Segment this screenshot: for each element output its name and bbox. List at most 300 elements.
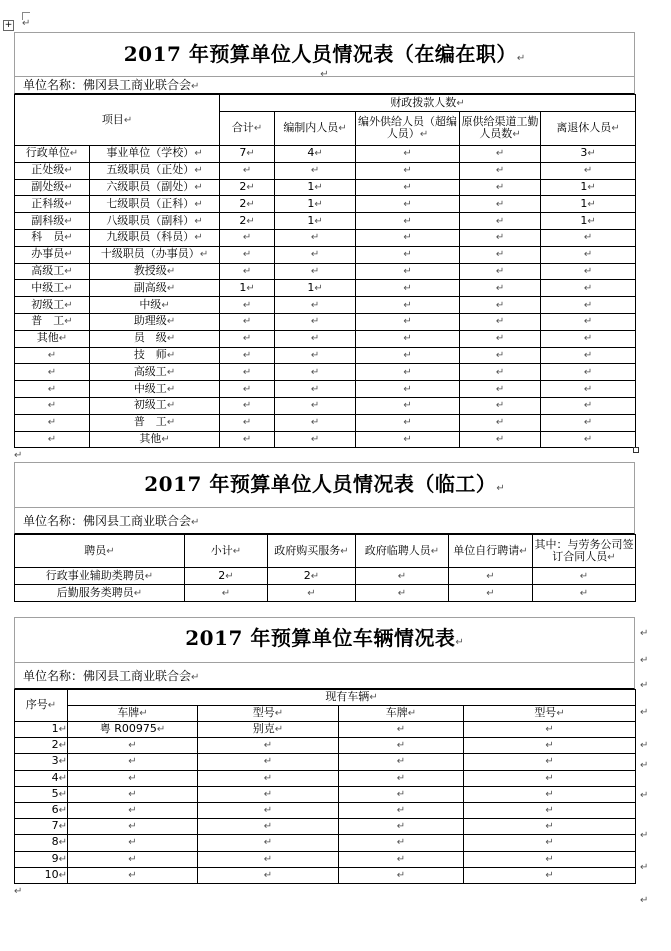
count-cell[interactable]: [356, 297, 460, 314]
paragraph-mark: ↵: [64, 265, 73, 277]
paragraph-mark: ↵: [263, 756, 273, 768]
count-cell[interactable]: [356, 585, 449, 602]
paragraph-mark: ↵: [310, 165, 320, 177]
table-move-handle-icon[interactable]: +: [4, 20, 13, 30]
count-cell[interactable]: [460, 229, 541, 246]
count-cell[interactable]: [275, 263, 356, 280]
count-cell[interactable]: [460, 263, 541, 280]
col-plate2-label: 车牌: [385, 706, 408, 719]
vehicle-cell[interactable]: [464, 819, 636, 835]
paragraph-mark: ↵: [403, 400, 412, 412]
paragraph-mark: ↵: [314, 282, 323, 294]
count-cell[interactable]: [541, 179, 636, 196]
paragraph-mark: ↵: [161, 433, 170, 445]
grade-cell[interactable]: [90, 229, 220, 246]
grade-cell[interactable]: [90, 246, 220, 263]
count-cell[interactable]: [275, 381, 356, 398]
count-cell[interactable]: [460, 280, 541, 297]
vehicle-cell[interactable]: [339, 835, 464, 851]
vehicle-cell[interactable]: [198, 851, 339, 867]
staff-unit-name: 单位名称：佛冈县工商业联合会: [23, 78, 192, 92]
vehicle-cell[interactable]: [464, 786, 636, 802]
count-cell[interactable]: [268, 568, 356, 585]
count-cell[interactable]: [185, 568, 268, 585]
grade-cell-value: 初级工: [133, 398, 167, 412]
paragraph-mark: ↵: [403, 181, 412, 193]
grade-cell[interactable]: [90, 297, 220, 314]
seq-header-label: 序号: [25, 698, 48, 711]
count-cell[interactable]: [275, 347, 356, 364]
paragraph-mark: ↵: [495, 265, 505, 277]
count-cell[interactable]: [460, 330, 541, 347]
count-cell-value: 1: [307, 213, 315, 227]
paragraph-mark: ↵: [64, 198, 73, 210]
count-cell-value: 1: [239, 280, 247, 294]
rank-cell[interactable]: [15, 431, 90, 448]
count-cell[interactable]: [356, 146, 460, 163]
paragraph-mark: ↵: [310, 433, 320, 445]
vehicle-cell[interactable]: [339, 722, 464, 738]
count-cell[interactable]: [541, 196, 636, 213]
count-cell[interactable]: [275, 179, 356, 196]
count-cell[interactable]: [185, 585, 268, 602]
hire-type-cell[interactable]: [15, 568, 185, 585]
count-cell[interactable]: [220, 263, 275, 280]
paragraph-mark: ↵: [403, 198, 412, 210]
col-hire-label: 聘员: [84, 543, 107, 557]
col-gov-buy-label: 政府购买服务: [274, 543, 341, 557]
rank-cell[interactable]: [15, 313, 90, 330]
col-self-hire-label: 单位自行聘请: [453, 543, 520, 557]
count-cell[interactable]: [275, 213, 356, 230]
count-cell[interactable]: [356, 263, 460, 280]
paragraph-mark: ↵: [495, 249, 505, 261]
count-cell[interactable]: [460, 196, 541, 213]
vehicle-cell[interactable]: [198, 819, 339, 835]
grade-cell[interactable]: [90, 364, 220, 381]
count-cell[interactable]: [541, 414, 636, 431]
rank-cell[interactable]: [15, 146, 90, 163]
col-worker-header: [460, 112, 541, 146]
count-cell[interactable]: [275, 297, 356, 314]
count-cell[interactable]: [541, 297, 636, 314]
table-resize-handle[interactable]: [633, 447, 639, 453]
paragraph-mark: ↵: [583, 433, 593, 445]
count-cell[interactable]: [460, 179, 541, 196]
count-cell[interactable]: [220, 431, 275, 448]
table-row: [15, 819, 636, 835]
paragraph-mark: ↵: [396, 853, 406, 865]
count-cell[interactable]: [356, 330, 460, 347]
rank-cell-value: 科 员: [31, 230, 65, 244]
table-row: [15, 802, 636, 818]
rank-cell[interactable]: [15, 246, 90, 263]
count-cell[interactable]: [541, 162, 636, 179]
count-cell[interactable]: [541, 431, 636, 448]
count-cell[interactable]: [356, 229, 460, 246]
paragraph-mark: ↵: [47, 383, 57, 395]
seq-cell[interactable]: [15, 770, 68, 786]
seq-cell[interactable]: [15, 786, 68, 802]
count-cell[interactable]: [541, 397, 636, 414]
paragraph-mark: ↵: [310, 417, 320, 429]
paragraph-mark: ↵: [242, 249, 252, 261]
count-cell[interactable]: [356, 246, 460, 263]
paragraph-mark: ↵: [310, 265, 320, 277]
vehicle-cell[interactable]: [464, 867, 636, 883]
seq-cell-value: 1: [51, 722, 59, 736]
paragraph-mark: ↵: [314, 215, 323, 227]
hire-type-cell[interactable]: [15, 585, 185, 602]
paragraph-mark: ↵: [583, 316, 593, 328]
paragraph-mark: ↵: [516, 53, 526, 64]
count-cell[interactable]: [541, 330, 636, 347]
count-cell[interactable]: [449, 568, 533, 585]
paragraph-mark: ↵: [64, 232, 73, 244]
count-cell[interactable]: [220, 297, 275, 314]
vehicle-cell[interactable]: [339, 738, 464, 754]
vehicle-cell[interactable]: [464, 770, 636, 786]
col-extra-header: [356, 112, 460, 146]
grade-cell[interactable]: [90, 397, 220, 414]
count-cell[interactable]: [220, 347, 275, 364]
count-cell[interactable]: [460, 397, 541, 414]
seq-cell[interactable]: [15, 722, 68, 738]
rank-cell[interactable]: [15, 414, 90, 431]
paragraph-mark: ↵: [495, 232, 505, 244]
paragraph-mark: ↵: [403, 249, 412, 261]
count-cell[interactable]: [541, 146, 636, 163]
rank-cell[interactable]: [15, 280, 90, 297]
count-cell[interactable]: [541, 313, 636, 330]
paragraph-mark: ↵: [58, 821, 67, 833]
col-staffed-label: 编制内人员: [283, 121, 339, 134]
paragraph-mark: ↵: [455, 637, 464, 648]
hire-type-cell-value: 后勤服务类聘员: [56, 585, 134, 599]
vehicle-cell[interactable]: [68, 738, 198, 754]
seq-cell-value: 7: [51, 819, 59, 833]
count-cell[interactable]: [356, 196, 460, 213]
paragraph-mark: ↵: [58, 805, 67, 817]
col-subtotal-label: 小计: [210, 543, 233, 557]
paragraph-mark: ↵: [310, 249, 320, 261]
vehicle-cell[interactable]: [464, 835, 636, 851]
paragraph-mark: ↵: [310, 333, 320, 345]
count-cell[interactable]: [356, 347, 460, 364]
vehicle-cell[interactable]: [464, 802, 636, 818]
grade-cell-value: 中级工: [133, 381, 167, 395]
vehicle-cell[interactable]: [339, 851, 464, 867]
paragraph-mark: ↵: [587, 215, 596, 227]
count-cell[interactable]: [275, 246, 356, 263]
count-cell[interactable]: [460, 162, 541, 179]
vehicle-cell[interactable]: [464, 722, 636, 738]
count-cell[interactable]: [220, 397, 275, 414]
count-cell[interactable]: [356, 280, 460, 297]
count-cell[interactable]: [541, 280, 636, 297]
count-cell[interactable]: [460, 347, 541, 364]
paragraph-mark: ↵: [58, 853, 67, 865]
count-cell[interactable]: [460, 414, 541, 431]
vehicle-cell[interactable]: [198, 754, 339, 770]
count-cell[interactable]: [220, 280, 275, 297]
count-cell[interactable]: [275, 162, 356, 179]
paragraph-mark: ↵: [545, 740, 554, 752]
rank-cell[interactable]: [15, 347, 90, 364]
paragraph-mark: ↵: [397, 570, 407, 582]
paragraph-mark: ↵: [47, 366, 57, 378]
paragraph-mark: ↵: [274, 724, 284, 736]
paragraph-mark: ↵: [47, 700, 57, 711]
vehicle-cell[interactable]: [198, 722, 339, 738]
count-cell[interactable]: [449, 585, 533, 602]
grade-cell[interactable]: [90, 263, 220, 280]
grade-cell[interactable]: [90, 196, 220, 213]
vehicle-cell[interactable]: [198, 835, 339, 851]
vehicle-cell[interactable]: [339, 819, 464, 835]
table-row: [15, 162, 636, 179]
temp-unit-name: 单位名称：佛冈县工商业联合会: [23, 514, 192, 528]
paragraph-mark: ↵: [587, 148, 596, 160]
count-cell[interactable]: [356, 414, 460, 431]
count-cell[interactable]: [541, 263, 636, 280]
hire-type-cell-value: 行政事业辅助类聘员: [45, 568, 145, 582]
count-cell[interactable]: [541, 381, 636, 398]
count-cell[interactable]: [356, 431, 460, 448]
count-cell[interactable]: [275, 229, 356, 246]
grade-cell[interactable]: [90, 414, 220, 431]
count-cell[interactable]: [275, 431, 356, 448]
count-cell[interactable]: [275, 313, 356, 330]
col-worker-label: 原供给渠道工勤人员数: [461, 115, 539, 140]
count-cell[interactable]: [541, 213, 636, 230]
count-cell[interactable]: [275, 146, 356, 163]
vehicle-cell[interactable]: [198, 770, 339, 786]
count-cell[interactable]: [356, 213, 460, 230]
count-cell[interactable]: [220, 414, 275, 431]
count-cell[interactable]: [275, 196, 356, 213]
seq-cell[interactable]: [15, 754, 68, 770]
paragraph-mark: ↵: [128, 772, 137, 784]
temp-staff-section: [14, 462, 635, 602]
paragraph-mark: ↵: [242, 383, 252, 395]
rank-cell[interactable]: [15, 179, 90, 196]
table-row: [15, 280, 636, 297]
count-cell[interactable]: [541, 229, 636, 246]
paragraph-mark: ↵: [242, 333, 252, 345]
vehicle-cell[interactable]: [339, 867, 464, 883]
count-cell[interactable]: [275, 397, 356, 414]
count-cell[interactable]: [460, 246, 541, 263]
count-cell[interactable]: [220, 146, 275, 163]
paragraph-mark: ↵: [64, 316, 73, 328]
vehicle-cell[interactable]: [68, 722, 198, 738]
col-hire-header: [15, 535, 185, 568]
count-cell[interactable]: [460, 381, 541, 398]
paragraph-mark: ↵: [640, 830, 649, 841]
grade-cell-value: 副高级: [133, 280, 167, 294]
grade-cell[interactable]: [90, 313, 220, 330]
grade-cell[interactable]: [90, 431, 220, 448]
col-total-header: [220, 112, 275, 146]
grade-cell[interactable]: [90, 280, 220, 297]
paragraph-mark: ↵: [194, 215, 203, 227]
count-cell[interactable]: [541, 364, 636, 381]
count-cell[interactable]: [275, 280, 356, 297]
paragraph-mark: ↵: [340, 545, 349, 557]
vehicle-header-row: [15, 690, 636, 706]
count-cell[interactable]: [460, 431, 541, 448]
paragraph-mark: ↵: [587, 181, 596, 193]
grade-cell-value: 教授级: [133, 263, 167, 277]
count-cell[interactable]: [220, 196, 275, 213]
rank-cell[interactable]: [15, 297, 90, 314]
count-cell[interactable]: [220, 313, 275, 330]
paragraph-mark: ↵: [166, 366, 176, 378]
paragraph-mark: ↵: [640, 707, 649, 718]
paragraph-mark: ↵: [199, 249, 209, 261]
count-cell[interactable]: [356, 364, 460, 381]
count-cell[interactable]: [533, 585, 636, 602]
vehicle-cell[interactable]: [339, 786, 464, 802]
paragraph-mark: ↵: [640, 895, 649, 906]
count-cell[interactable]: [220, 381, 275, 398]
paragraph-mark: ↵: [58, 756, 67, 768]
paragraph-mark: ↵: [407, 708, 417, 719]
rank-cell[interactable]: [15, 162, 90, 179]
paragraph-mark: ↵: [556, 708, 565, 719]
rank-cell[interactable]: [15, 364, 90, 381]
vehicle-table: [14, 689, 636, 884]
rank-cell[interactable]: [15, 330, 90, 347]
grade-cell[interactable]: [90, 381, 220, 398]
vehicle-cell[interactable]: [68, 851, 198, 867]
grade-cell-value: 十级职员（办事员）: [100, 247, 200, 261]
seq-cell[interactable]: [15, 738, 68, 754]
paragraph-mark: ↵: [396, 805, 406, 817]
count-cell-value: 2: [239, 196, 247, 210]
vehicle-cell[interactable]: [198, 867, 339, 883]
count-cell-value: 1: [307, 280, 315, 294]
count-cell[interactable]: [541, 347, 636, 364]
count-cell[interactable]: [275, 330, 356, 347]
paragraph-mark: ↵: [495, 148, 505, 160]
count-cell[interactable]: [220, 364, 275, 381]
grade-cell[interactable]: [90, 179, 220, 196]
count-cell[interactable]: [356, 179, 460, 196]
vehicle-unit-name: 单位名称：佛冈县工商业联合会: [23, 669, 192, 683]
paragraph-mark: ↵: [495, 316, 505, 328]
vehicle-cell[interactable]: [464, 754, 636, 770]
vehicle-section: [14, 617, 635, 897]
col-gov-buy-header: [268, 535, 356, 568]
temp-unit-row: [14, 507, 635, 534]
paragraph-mark: ↵: [640, 655, 649, 666]
count-cell[interactable]: [356, 313, 460, 330]
count-cell[interactable]: [356, 381, 460, 398]
count-cell[interactable]: [268, 585, 356, 602]
seq-cell[interactable]: [15, 835, 68, 851]
grade-cell[interactable]: [90, 330, 220, 347]
vehicle-cell[interactable]: [68, 770, 198, 786]
count-cell[interactable]: [275, 414, 356, 431]
col-labor-contract-label: 其中：与劳务公司签订合同人员: [534, 537, 634, 563]
col-model-header: [198, 706, 339, 722]
vehicle-cell[interactable]: [198, 738, 339, 754]
count-cell[interactable]: [220, 330, 275, 347]
grade-cell[interactable]: [90, 146, 220, 163]
count-cell[interactable]: [220, 179, 275, 196]
grade-cell[interactable]: [90, 347, 220, 364]
paragraph-mark: ↵: [495, 349, 505, 361]
vehicle-cell[interactable]: [198, 802, 339, 818]
seq-cell[interactable]: [15, 851, 68, 867]
vehicle-cell[interactable]: [339, 754, 464, 770]
vehicle-cell[interactable]: [464, 851, 636, 867]
count-cell[interactable]: [220, 229, 275, 246]
count-cell[interactable]: [460, 364, 541, 381]
count-cell[interactable]: [460, 146, 541, 163]
count-cell[interactable]: [541, 246, 636, 263]
vehicle-cell[interactable]: [68, 754, 198, 770]
count-cell[interactable]: [356, 397, 460, 414]
count-cell[interactable]: [460, 297, 541, 314]
paragraph-mark: ↵: [194, 148, 203, 160]
rank-cell[interactable]: [15, 196, 90, 213]
fund-header: [220, 95, 636, 112]
count-cell[interactable]: [356, 162, 460, 179]
vehicle-cell[interactable]: [339, 770, 464, 786]
count-cell[interactable]: [533, 568, 636, 585]
paragraph-mark: ↵: [545, 788, 554, 800]
count-cell[interactable]: [220, 213, 275, 230]
vehicle-cell[interactable]: [68, 867, 198, 883]
vehicle-cell[interactable]: [339, 802, 464, 818]
paragraph-mark: ↵: [456, 97, 465, 109]
count-cell[interactable]: [220, 246, 275, 263]
seq-cell[interactable]: [15, 867, 68, 883]
vehicle-cell[interactable]: [464, 738, 636, 754]
vehicle-cell[interactable]: [198, 786, 339, 802]
grade-cell[interactable]: [90, 213, 220, 230]
count-cell[interactable]: [460, 213, 541, 230]
rank-cell[interactable]: [15, 213, 90, 230]
seq-cell[interactable]: [15, 802, 68, 818]
rank-cell[interactable]: [15, 381, 90, 398]
count-cell[interactable]: [460, 313, 541, 330]
rank-cell[interactable]: [15, 229, 90, 246]
paragraph-mark: ↵: [14, 450, 23, 462]
paragraph-mark: ↵: [403, 417, 412, 429]
paragraph-mark: ↵: [242, 299, 252, 311]
count-cell[interactable]: [220, 162, 275, 179]
paragraph-mark: ↵: [14, 885, 23, 897]
table-row: [15, 364, 636, 381]
count-cell[interactable]: [275, 364, 356, 381]
seq-cell[interactable]: [15, 819, 68, 835]
vehicle-cell[interactable]: [68, 786, 198, 802]
vehicle-cell[interactable]: [68, 835, 198, 851]
paragraph-mark: ↵: [640, 862, 649, 873]
paragraph-mark: ↵: [128, 837, 137, 849]
table-row: [15, 229, 636, 246]
grade-cell[interactable]: [90, 162, 220, 179]
rank-cell[interactable]: [15, 263, 90, 280]
count-cell[interactable]: [356, 568, 449, 585]
vehicle-cell[interactable]: [68, 802, 198, 818]
vehicle-cell[interactable]: [68, 819, 198, 835]
rank-cell[interactable]: [15, 397, 90, 414]
